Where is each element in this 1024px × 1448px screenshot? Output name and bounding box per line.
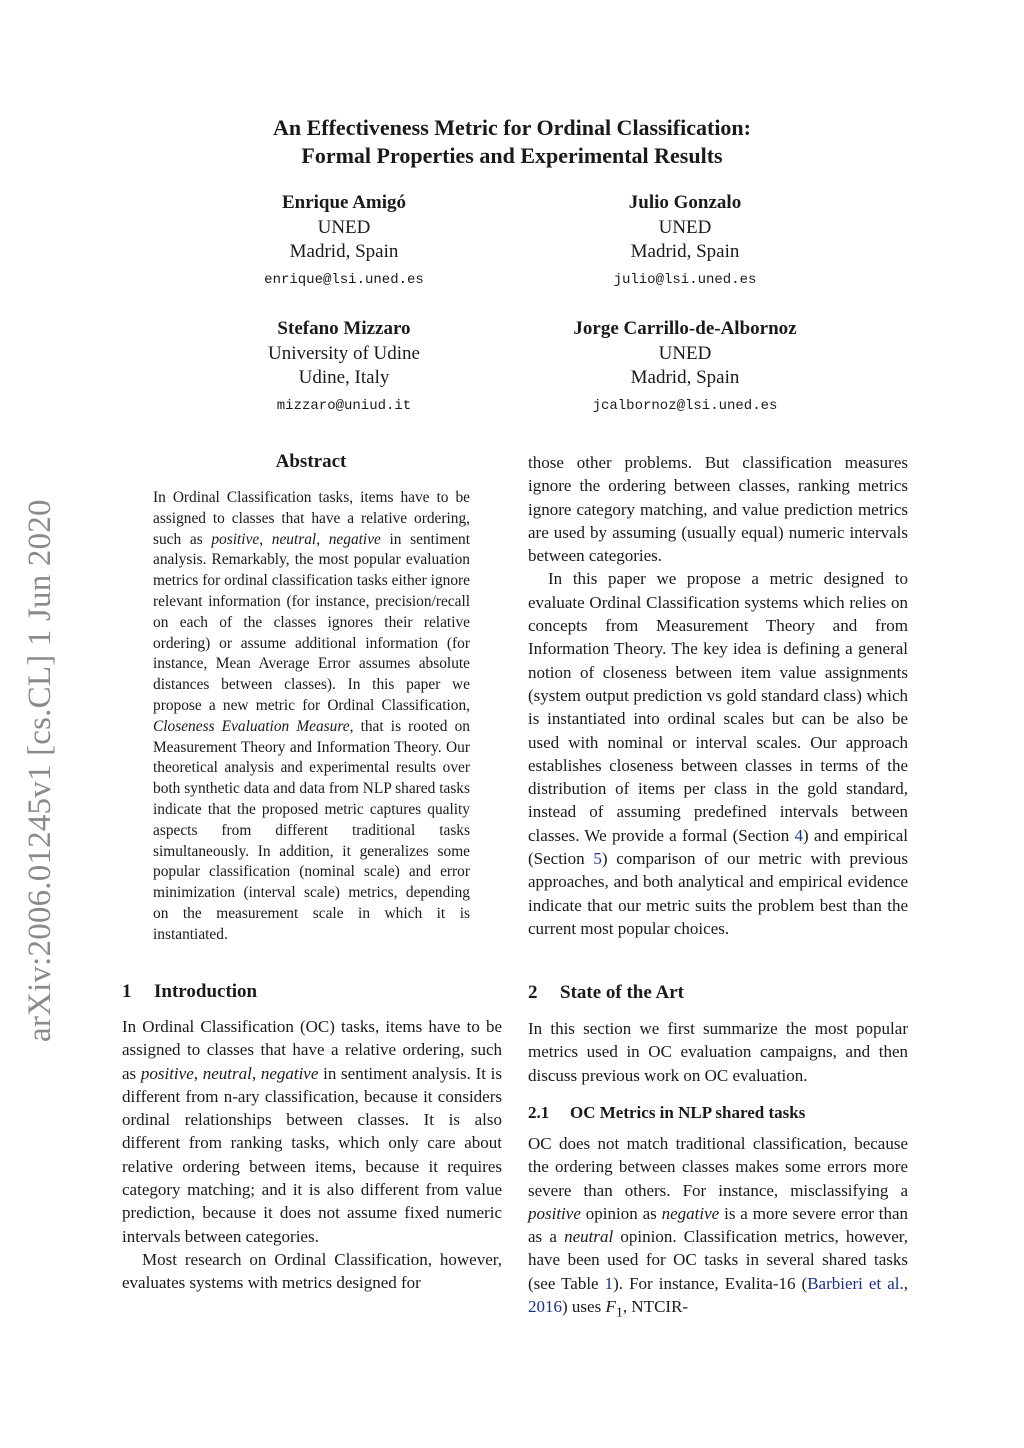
author-location: Madrid, Spain xyxy=(630,241,740,262)
author-location: Madrid, Spain xyxy=(630,367,740,388)
oc-metrics-body xyxy=(528,1132,908,1325)
abstract-text: In Ordinal Classification tasks, items have to be assigned to classes that have a relative ordering, such as xyxy=(153,489,470,548)
text: ) and empirical (Section xyxy=(528,825,908,869)
citation-link[interactable]: Barbieri et al. xyxy=(807,1273,904,1293)
text: OC does not match traditional classification, because the ordering between classes makes some errors more severe than others. For instance, misclassifying a xyxy=(528,1134,908,1200)
author-name: Jorge Carrillo-de-Albornoz xyxy=(573,318,797,339)
title-line-1: An Effectiveness Metric for Ordinal Classification: xyxy=(272,115,751,140)
author-block-1 xyxy=(194,191,494,293)
text: , xyxy=(903,1273,908,1293)
introduction-body xyxy=(122,1015,502,1295)
state-of-art-body xyxy=(528,1017,908,1087)
author-block-3 xyxy=(194,317,494,419)
abstract-text: , xyxy=(259,530,272,548)
section-ref-link[interactable]: 4 xyxy=(794,825,804,845)
citation-year-link[interactable]: 2016 xyxy=(528,1297,562,1317)
paper-title xyxy=(0,114,1024,170)
section-heading-introduction xyxy=(122,980,257,1004)
paragraph xyxy=(528,1132,908,1325)
abstract-emph: neutral xyxy=(271,530,317,548)
text: opinion as xyxy=(580,1203,662,1223)
author-affiliation: UNED xyxy=(658,342,712,364)
paragraph: those other problems. But classification measures ignore the ordering between classes, ranking metrics ignore category matching, and value prediction metrics are used by assuming (usually equal) numeric intervals between categories. xyxy=(528,453,908,566)
math-symbol: F xyxy=(605,1297,616,1317)
subsection-number: 2.1 xyxy=(528,1103,550,1122)
abstract-body xyxy=(153,488,470,946)
emph: positive xyxy=(528,1203,581,1223)
emph: neutral xyxy=(564,1227,614,1247)
math-subscript: 1 xyxy=(615,1304,623,1321)
emph: neutral xyxy=(202,1063,252,1083)
author-location: Madrid, Spain xyxy=(289,241,399,262)
section-ref-link[interactable]: 5 xyxy=(593,849,602,869)
emph: negative xyxy=(661,1203,720,1223)
subsection-title: OC Metrics in NLP shared tasks xyxy=(570,1103,806,1122)
emph: negative xyxy=(260,1063,319,1083)
text: , NTCIR- xyxy=(622,1297,689,1317)
author-name: Stefano Mizzaro xyxy=(277,318,411,339)
author-name: Enrique Amigó xyxy=(281,192,407,213)
author-email[interactable]: enrique@lsi.uned.es xyxy=(264,271,424,288)
author-affiliation: University of Udine xyxy=(268,342,420,364)
text: opinion. Classification metrics, however, have been used for OC tasks in several shared tasks (see Table xyxy=(528,1227,908,1293)
abstract-emph: negative xyxy=(328,530,381,548)
text: ) uses xyxy=(562,1297,606,1317)
paragraph xyxy=(122,1015,502,1248)
abstract-heading: Abstract xyxy=(275,451,347,472)
section-title: State of the Art xyxy=(560,982,684,1003)
text: , xyxy=(251,1063,261,1083)
abstract-text: , xyxy=(316,530,329,548)
paragraph: In this section we first summarize the most popular metrics used in OC evaluation campaigns, and then discuss previous work on OC evaluation. xyxy=(528,1019,908,1085)
table-ref-link[interactable]: 1 xyxy=(604,1273,614,1293)
author-affiliation: UNED xyxy=(658,216,712,238)
abstract-text: in sentiment analysis. Remarkably, the most popular evaluation metrics for ordinal classification tasks either ignore relevant information (for instance, precision/recall on each of the classes ignores their relative ordering) or assume additional information (for instance, Mean Average Error assumes absolute distances between classes). In this paper we propose a new metric for Ordinal Classification, xyxy=(153,530,471,714)
section-number: 1 xyxy=(122,981,132,1002)
author-name: Julio Gonzalo xyxy=(628,192,742,213)
section-number: 2 xyxy=(528,982,538,1003)
paragraph: Most research on Ordinal Classification, however, evaluates systems with metrics designed for xyxy=(122,1249,502,1293)
author-block-4 xyxy=(535,317,835,419)
text: , xyxy=(193,1063,203,1083)
title-line-2: Formal Properties and Experimental Results xyxy=(301,143,723,168)
right-column-body xyxy=(528,451,908,940)
text: In Ordinal Classification (OC) tasks, items have to be assigned to classes that have a relative ordering, such as xyxy=(122,1017,502,1083)
author-affiliation: UNED xyxy=(317,216,371,238)
author-block-2 xyxy=(535,191,835,293)
text: is a more severe error than as a xyxy=(528,1203,908,1247)
author-location: Udine, Italy xyxy=(298,367,390,388)
abstract-emph: positive xyxy=(211,530,260,548)
paragraph xyxy=(528,567,908,940)
section-title: Introduction xyxy=(154,981,258,1002)
subsection-heading-oc-metrics xyxy=(528,1102,805,1124)
arxiv-stamp: arXiv:2006.01245v1 [cs.CL] 1 Jun 2020 xyxy=(22,499,58,1042)
author-email[interactable]: mizzaro@uniud.it xyxy=(276,397,412,414)
section-heading-state-of-art xyxy=(528,981,684,1005)
emph: positive xyxy=(140,1063,194,1083)
text: In this paper we propose a metric designed to evaluate Ordinal Classification systems which relies on concepts from Measurement Theory and from Information Theory. The key idea is defining a general notion of closeness between item value assignments (system output prediction vs gold standard class) which is instantiated into ordinal scales but can be also be used with nominal or interval scales. Our approach establishes closeness between classes in terms of the distribution of items per class in the gold standard, instead of assuming predefined intervals between classes. We provide a formal (Section xyxy=(528,569,908,845)
abstract-emph: Closeness Evaluation Measure xyxy=(153,717,350,735)
text: ) comparison of our metric with previous approaches, and both analytical and empirical evidence indicate that our metric suits the problem best than the current most popular choices. xyxy=(528,849,908,938)
text: in sentiment analysis. It is different from n-ary classification, because it considers ordinal relationships between classes. It is also different from ranking tasks, which only care about relative ordering between items, because it requires category matching; and it is also different from value prediction, because it does not assume fixed numeric intervals between categories. xyxy=(122,1063,503,1246)
abstract-text: , that is rooted on Measurement Theory and Information Theory. Our theoretical analysis and experimental results over both synthetic data and data from NLP shared tasks indicate that the proposed metric captures quality aspects from different traditional tasks simultaneously. In addition, it generalizes some popular classification (nominal scale) and error minimization (interval scale) metrics, depending on the measurement scale in which it is instantiated. xyxy=(153,717,470,943)
text: ). For instance, Evalita-16 ( xyxy=(613,1273,808,1293)
author-email[interactable]: julio@lsi.uned.es xyxy=(613,271,757,288)
author-email[interactable]: jcalbornoz@lsi.uned.es xyxy=(592,397,778,414)
